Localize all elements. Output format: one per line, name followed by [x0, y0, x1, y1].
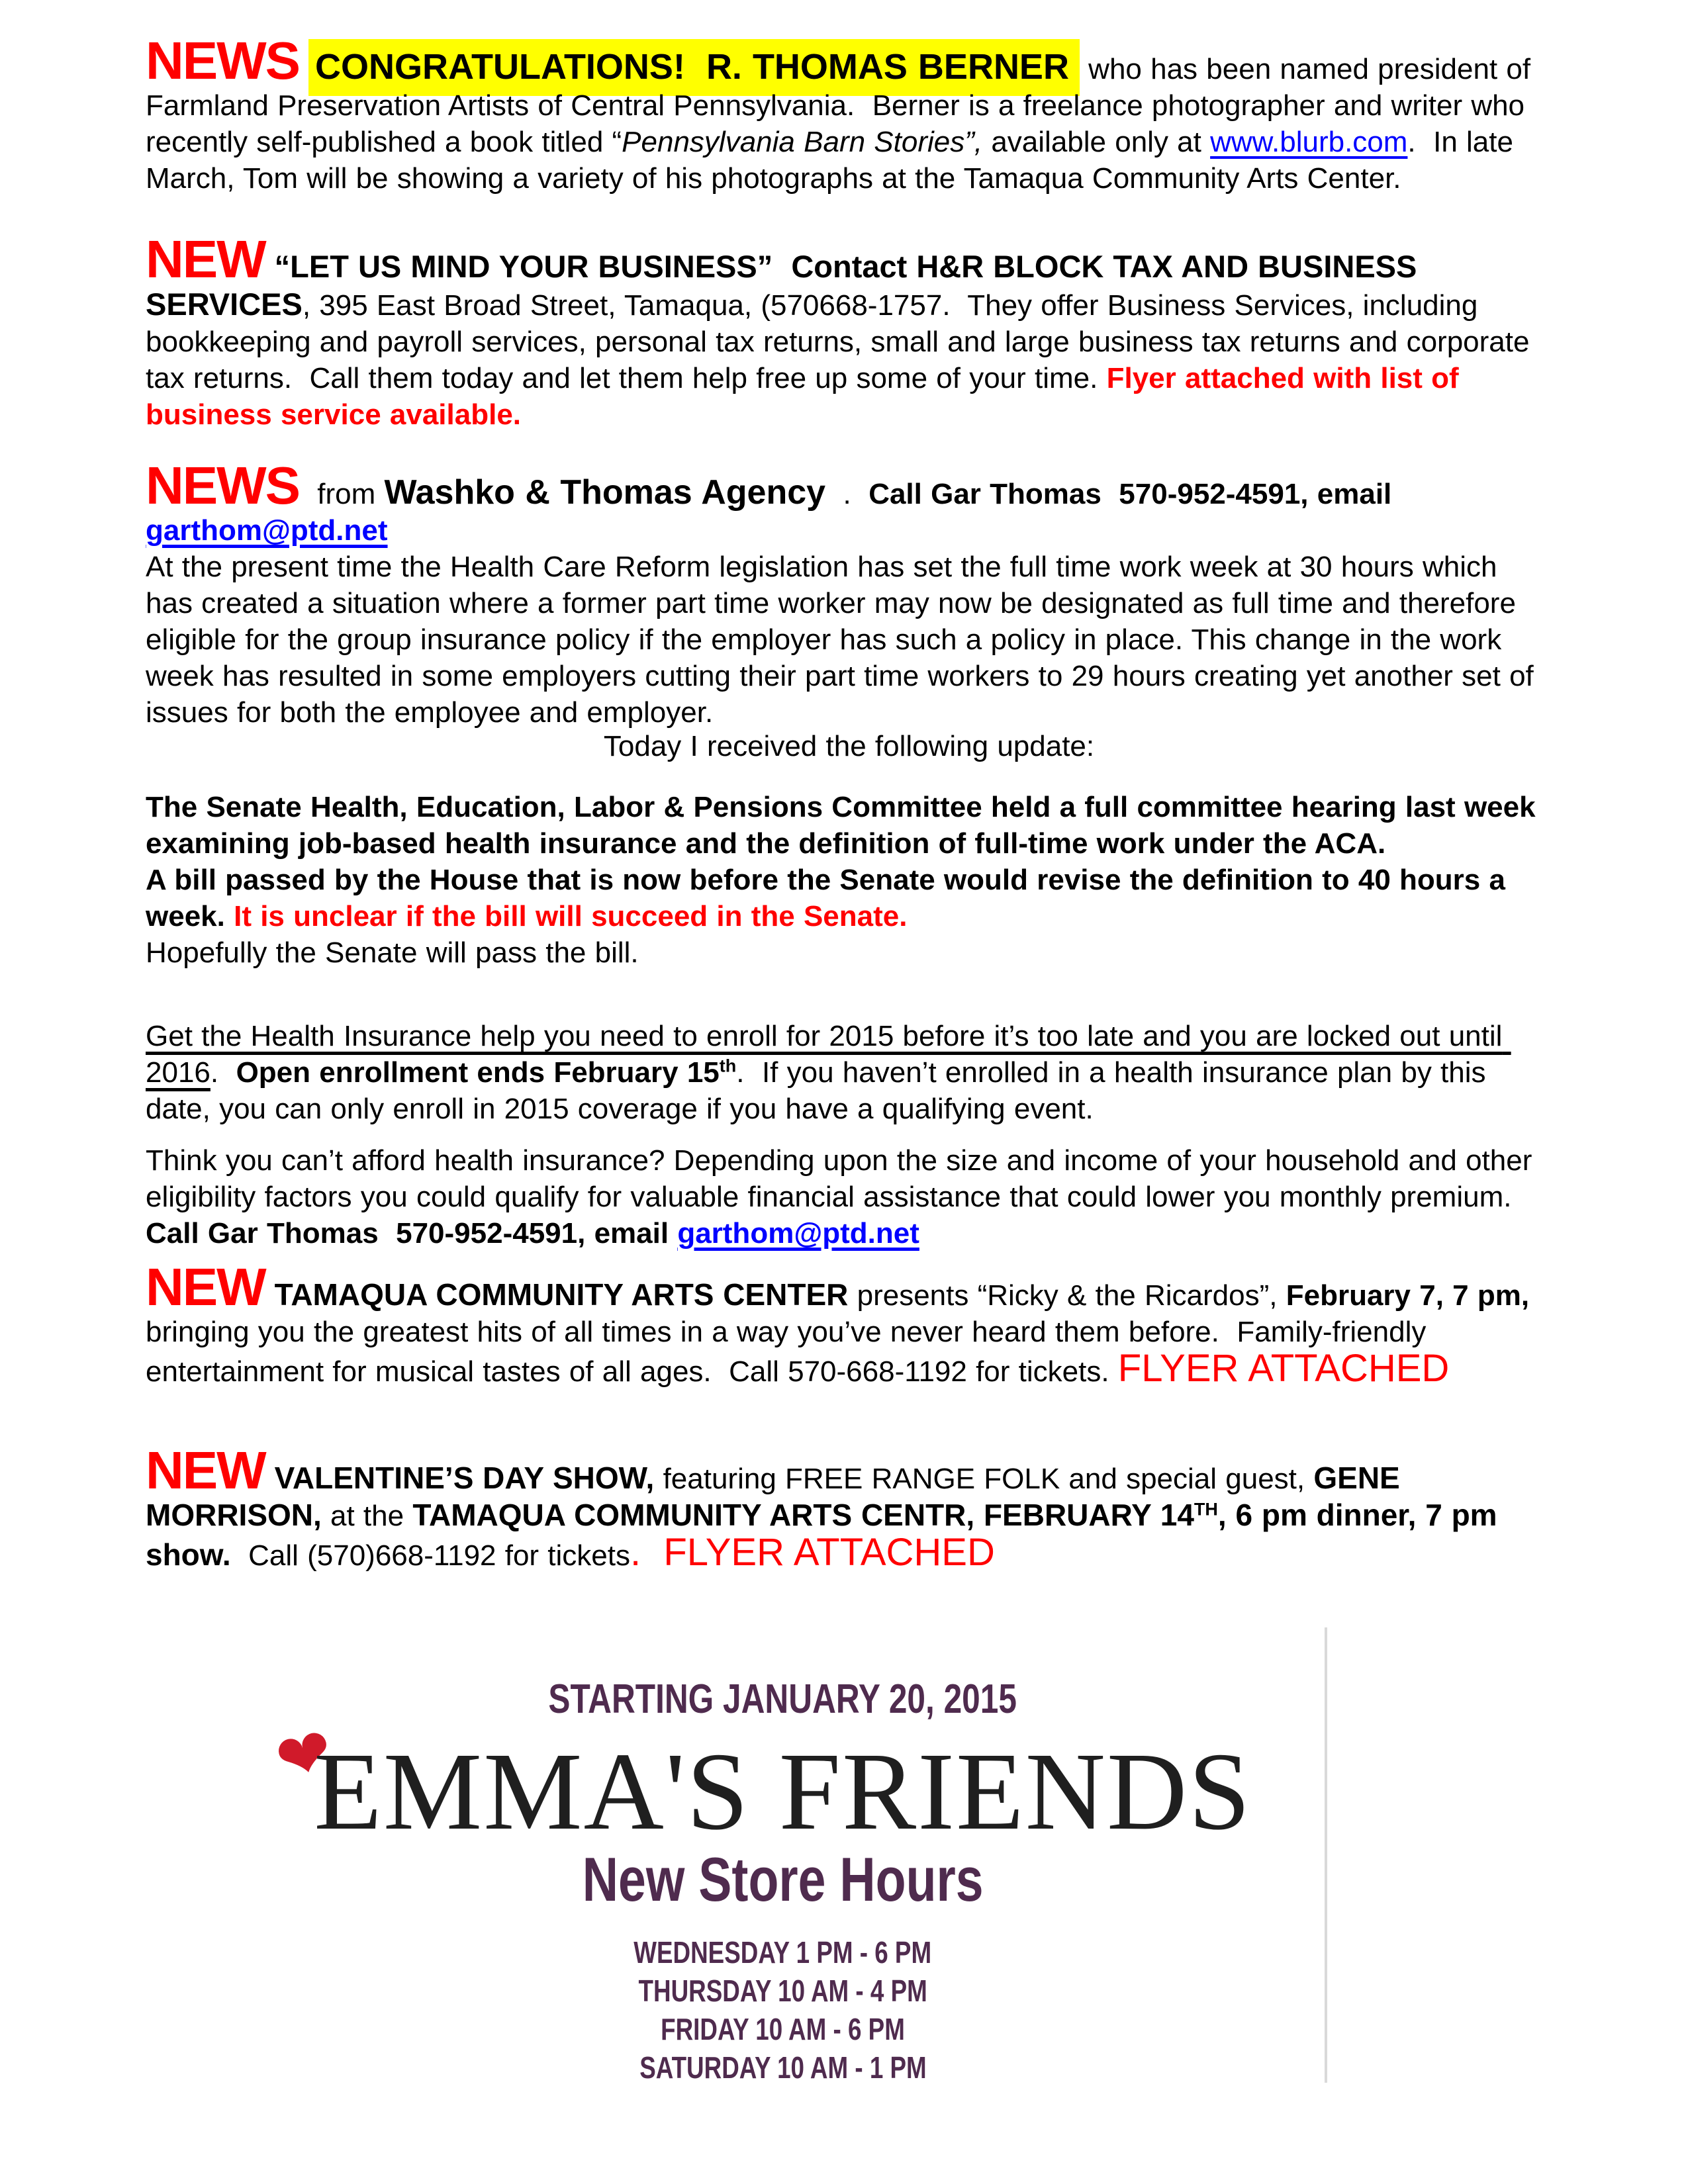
section-valentine-new — [146, 1441, 1552, 1574]
valentine-venue-date: TAMAQUA COMMUNITY ARTS CENTR, FEBRUARY 14 — [412, 1498, 1194, 1532]
section-berner-news — [146, 31, 1552, 197]
enroll-ordinal-suffix: th — [719, 1056, 737, 1076]
starting-date-text: STARTING JANUARY 20, 2015 — [548, 1676, 1017, 1722]
store-hours-thursday: THURSDAY 10 AM - 4 PM — [638, 1974, 927, 2008]
affordability-paragraph — [146, 1142, 1552, 1251]
valentine-flyer-attached: . FLYER ATTACHED — [630, 1531, 995, 1574]
washko-dot: . — [825, 478, 869, 510]
hrblock-flyer-note: Flyer attached with list of business service available. — [146, 362, 1468, 431]
emmas-friends-graphic — [238, 1625, 1327, 2083]
garthom-email-link[interactable]: garthom@ptd.net — [146, 514, 388, 547]
ricardos-date: February 7, 7 pm, — [1286, 1279, 1530, 1312]
enroll-underlined-text: Get the Health Insurance help you need to enroll for 2015 before it’s too late and you are locked out until 2016 — [146, 1020, 1511, 1089]
washko-agency-name: Washko & Thomas Agency — [384, 473, 826, 512]
section-hrblock-news — [146, 230, 1552, 433]
starting-date-line — [238, 1676, 1327, 1722]
hrblock-heading: “LET US MIND YOUR BUSINESS” Contact H&R BLOCK TAX AND BUSINESS SERVICES — [146, 249, 1427, 322]
berner-text-2: available only at — [982, 126, 1211, 158]
new-label: NEW — [146, 1441, 265, 1500]
store-subtitle — [238, 1844, 1327, 1914]
ricardos-venue: TAMAQUA COMMUNITY ARTS CENTER — [274, 1277, 849, 1312]
washko-from: from — [308, 478, 385, 510]
valentine-tickets: Call (570)668-1192 for tickets — [230, 1539, 631, 1572]
senate-update-block — [146, 789, 1552, 971]
heart-icon: ❤ — [267, 1711, 341, 1800]
new-label: NEW — [146, 230, 265, 289]
think-text: Think you can’t afford health insurance? Depending upon the size and income of your household and other eligibility factors you could qualify for valuable financial assistance that could lower you monthly premium. — [146, 1144, 1541, 1213]
hrblock-text: , 395 East Broad Street, Tamaqua, (570668-1757. They offer Business Services, including bookkeeping and payroll services, personal tax returns, small and large business tax returns and corporate tax returns. Call them today and let them help free up some of your time. — [146, 289, 1538, 394]
valentine-guest: GENE MORRISON, — [146, 1461, 1409, 1532]
store-hours-item — [238, 1933, 1327, 1972]
ricardos-text: bringing you the greatest hits of all times in a way you’ve never heard them before. Family-friendly entertainment for musical tastes of all ages. Call 570-668-1192 for tickets. — [146, 1279, 1538, 1388]
washko-contact: Call Gar Thomas 570-952-4591, email — [868, 478, 1401, 510]
valentine-ordinal-suffix: TH — [1194, 1499, 1218, 1520]
book-title: Pennsylvania Barn Stories”, — [622, 126, 983, 158]
enroll-deadline-text: Open enrollment ends February 15 — [236, 1056, 720, 1089]
senate-unclear-text: It is unclear if the bill will succeed in the Senate. — [234, 900, 908, 933]
ricardos-flyer-attached: FLYER ATTACHED — [1117, 1347, 1450, 1390]
new-label: NEW — [146, 1257, 265, 1316]
highlighted-congratulations: CONGRATULATIONS! R. THOMAS BERNER — [308, 39, 1080, 96]
berner-text-1: who has been named president of Farmland Preservation Artists of Central Pennsylvania. Berner is a freelance photographer and writer who recently self-published a book titled “ — [146, 53, 1540, 158]
valentine-featuring: featuring FREE RANGE FOLK and special guest, — [654, 1463, 1314, 1495]
section-washko-news — [146, 456, 1552, 731]
enrollment-paragraph — [146, 1018, 1552, 1127]
update-intro-line: Today I received the following update: — [603, 730, 1095, 762]
berner-text-3: . In late March, Tom will be showing a variety of his photographs at the Tamaqua Community Arts Center. — [146, 126, 1523, 195]
graphic-right-divider — [1325, 1627, 1327, 2083]
store-title: EMMA'S FRIENDS — [314, 1730, 1252, 1853]
valentine-at-the: at the — [321, 1500, 413, 1532]
store-subtitle-text: New Store Hours — [582, 1844, 984, 1914]
news-label: NEWS — [146, 31, 299, 90]
store-hours-list — [238, 1933, 1327, 2087]
store-hours-saturday: SATURDAY 10 AM - 1 PM — [639, 2050, 927, 2085]
enroll-sep: . — [210, 1056, 236, 1089]
senate-hope-text: Hopefully the Senate will pass the bill. — [146, 936, 639, 969]
store-hours-wednesday: WEDNESDAY 1 PM - 6 PM — [633, 1935, 932, 1970]
ricardos-presents: presents “Ricky & the Ricardos”, — [848, 1279, 1286, 1312]
store-hours-friday: FRIDAY 10 AM - 6 PM — [661, 2012, 905, 2046]
news-label: NEWS — [146, 456, 299, 515]
garthom-email-link-2[interactable]: garthom@ptd.net — [677, 1217, 919, 1250]
senate-hearing-text: The Senate Health, Education, Labor & Pensions Committee held a full committee hearing last week examining job-based health insurance and the definition of full-time work under the ACA. — [146, 791, 1544, 860]
store-hours-item — [238, 1972, 1327, 2010]
enroll-rest-text: . If you haven’t enrolled in a health insurance plan by this date, you can only enroll in 2015 coverage if you have a qualifying event. — [146, 1056, 1495, 1125]
valentine-time: , 6 pm dinner, 7 pm show. — [146, 1498, 1507, 1572]
section-ricardos-new — [146, 1257, 1552, 1390]
store-hours-item — [238, 2048, 1327, 2087]
store-hours-item — [238, 2010, 1327, 2048]
senate-bill-text: A bill passed by the House that is now before the Senate would revise the definition to 40 hours a week. — [146, 864, 1515, 933]
blurb-link[interactable]: www.blurb.com — [1210, 126, 1408, 158]
valentine-show-name: VALENTINE’S DAY SHOW, — [274, 1461, 655, 1495]
washko-body: At the present time the Health Care Reform legislation has set the full time work week at 30 hours which has created a situation where a former part time worker may now be designated as full time and therefore eligible for the group insurance policy if the employer has such a policy in place. This change in the work week has resulted in some employers cutting their part time workers to 29 hours creating yet another set of issues for both the employee and employer. — [146, 551, 1543, 729]
think-contact: Call Gar Thomas 570-952-4591, email — [146, 1217, 678, 1250]
